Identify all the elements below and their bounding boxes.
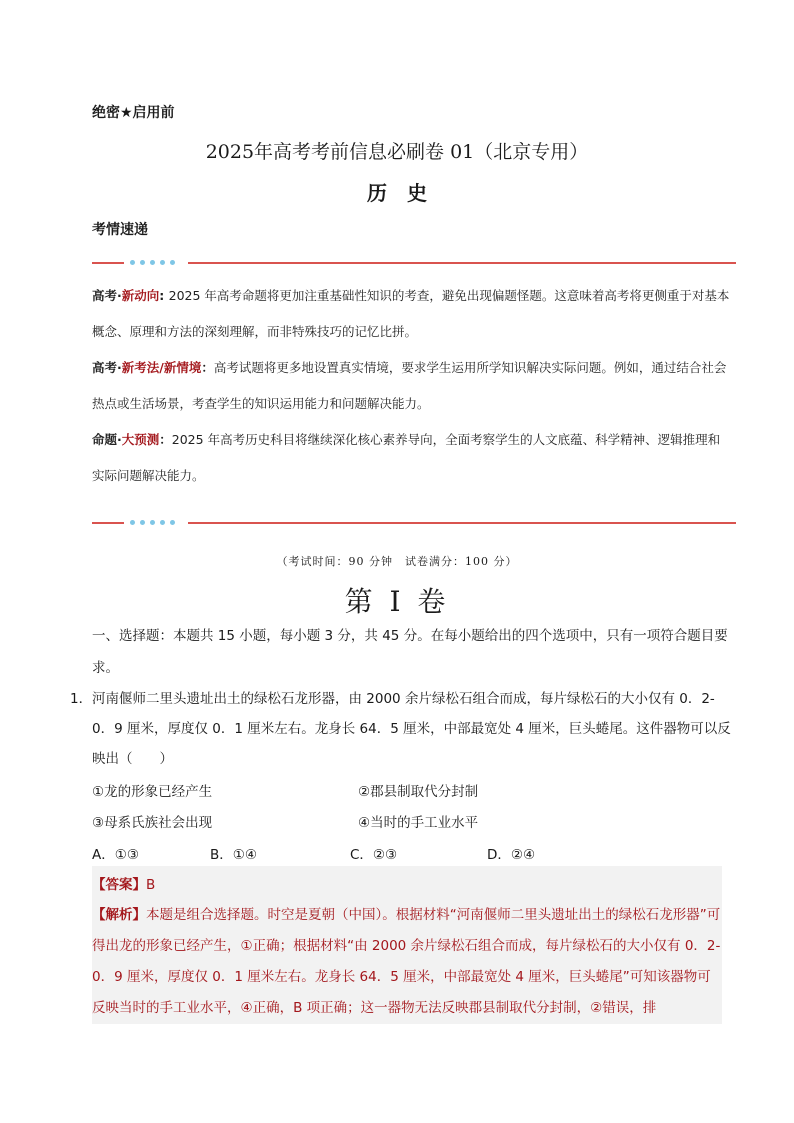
paper-title: 2025年高考考前信息必刷卷 01（北京专用） (205, 141, 589, 163)
exam-info: （考试时间：90 分钟 试卷满分：100 分） (276, 555, 518, 568)
statement-1: ①龙的形象已经产生 (92, 784, 213, 800)
question-stem: 河南偃师二里头遗址出土的绿松石龙形器，由 2000 余片绿松石组合而成，每片绿松石的大小仅有 0．2-0．9 厘米，厚度仅 0．1 厘米左右。龙身长 64．5 厘米，中部最宽处 4 厘米，巨头蜷尾。这件器物可以反映出（ ） (92, 691, 731, 767)
question-number: 1． (70, 691, 93, 707)
confidential-label: 绝密★启用前 (92, 105, 175, 121)
answer-value: B (146, 877, 156, 893)
choice-c[interactable]: C．②③ (350, 847, 398, 863)
part-title: 第 I 卷 (344, 585, 450, 618)
choice-b[interactable]: B．①④ (210, 847, 257, 863)
choice-a[interactable]: A．①③ (92, 847, 139, 863)
intro-text: 2025 年高考历史科目将继续深化核心素养导向，全面考察学生的人文底蕴、科学精神、逻辑推理和实际问题解决能力。 (92, 432, 721, 483)
intro-text: 高考试题将更多地设置真实情境，要求学生运用所学知识解决实际问题。例如，通过结合社会热点或生活场景，考查学生的知识运用能力和问题解决能力。 (92, 360, 727, 411)
intro-label-red: 新考法/新情境 (121, 360, 202, 375)
explanation (92, 900, 722, 1024)
section-heading: 考情速递 (92, 222, 148, 238)
intro-trend (92, 278, 732, 350)
statement-3: ③母系氏族社会出现 (92, 815, 213, 831)
intro-label-red: 大预测 (121, 432, 160, 447)
intro-label: 高考· (92, 288, 122, 303)
intro-label: 高考· (92, 360, 122, 375)
statement-4: ④当时的手工业水平 (358, 815, 479, 831)
answer-line (92, 870, 722, 900)
divider-bottom (92, 518, 736, 528)
intro-label-red: 新动向 (121, 288, 160, 303)
choice-d[interactable]: D．②④ (487, 847, 536, 863)
statement-2: ②郡县制取代分封制 (358, 784, 479, 800)
intro-text: 2025 年高考命题将更加注重基础性知识的考查，避免出现偏题怪题。这意味着高考将更侧重于对基本概念、原理和方法的深刻理解，而非特殊技巧的记忆比拼。 (92, 288, 730, 339)
intro-prediction (92, 422, 732, 494)
divider-top (92, 258, 736, 268)
explanation-text: 本题是组合选择题。时空是夏朝（中国）。根据材料“河南偃师二里头遗址出土的绿松石龙形器”可得出龙的形象已经产生，①正确；根据材料“由 2000 余片绿松石组合而成，每片绿松石的大小仅有 0．2-0．9 厘米，厚度仅 0．1 厘米左右。龙身长 64．5 厘米，中部最宽处 4 厘米，巨头蜷尾”可知该器物可反映当时的手工业水平，④正确，B 项正确；这一器物无法反映郡县制取代分封制，②错误，排 (92, 907, 721, 1016)
statement-list (92, 780, 732, 870)
intro-label: 命题· (92, 432, 122, 447)
section-instructions: 一、选择题：本题共 15 小题，每小题 3 分，共 45 分。在每小题给出的四个选项中，只有一项符合题目要求。 (92, 628, 728, 676)
intro-new-method (92, 350, 732, 422)
explanation-tag: 【解析】 (92, 907, 146, 923)
intro-sep: ： (201, 360, 214, 375)
answer-tag: 【答案】 (92, 877, 146, 893)
question-1 (70, 684, 734, 774)
intro-sep: : (159, 288, 169, 303)
intro-sep: ： (159, 432, 172, 447)
subject-title: 历史 (367, 181, 447, 205)
